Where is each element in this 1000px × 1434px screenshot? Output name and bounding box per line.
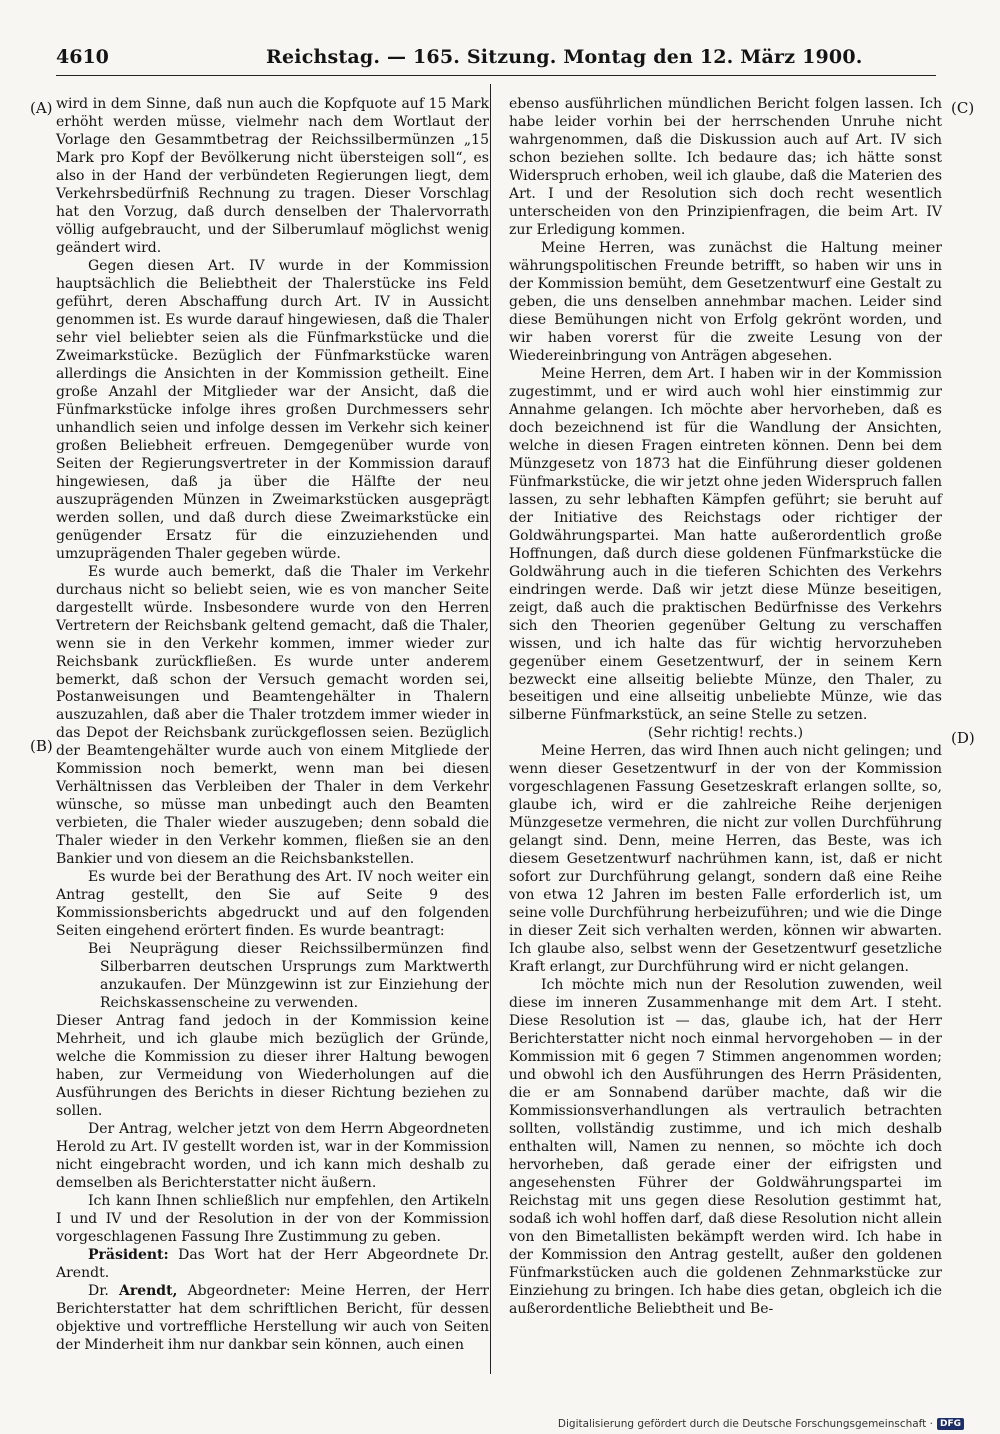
margin-marker-a: (A) [30,99,53,117]
quoted-motion [88,941,489,1013]
dfg-logo: DFG [937,1418,964,1430]
paragraph [509,96,942,240]
paragraph [56,258,489,564]
speaker-name: Arendt, [118,1282,178,1299]
speaker-paragraph [56,1247,489,1283]
paragraph-text: Der Antrag, welcher jetzt von dem Herrn Abgeordneten Herold zu Art. IV gestellt worden ist, war in der Kommission nicht eingebracht worden, und ich kann mich deshalb zu demselben als Berichterstatter nicht äußern. [56,1121,489,1192]
paragraph [56,564,489,870]
paragraph-text: Ich kann Ihnen schließlich nur empfehlen, den Artikeln I und IV und der Resolution in der von der Kommission vorgeschlagenen Fassung Ihre Zustimmung zu geben. [56,1193,489,1246]
paragraph-text: Gegen diesen Art. IV wurde in der Kommission hauptsächlich die Beliebtheit der Thalerstücke ins Feld geführt, deren Abschaffung durch Art. IV in Aussicht genommen ist. Es wurde darauf hingewiesen, daß die Thaler sehr viel beliebter seien als die Fünfmarkstücke und die Zweimarkstücke. Bezüglich der Fünfmarkstücke waren allerdings die Ansichten in der Kommission getheilt. Eine große Anzahl der Mitglieder war der Ansicht, daß die Fünfmarkstücke infolge ihres großen Durchmessers sehr unhandlich seien und infolge dessen im Verkehr sich keiner großen Beliebheit erfreuen. Demgegenüber wurde von Seiten der Regierungsvertreter in der Kommission darauf hingewiesen, daß ja über die Hälfte der neu auszuprägenden Münzen in Zweimarkstücken ausgeprägt werden sollen, und daß durch diese Zweimarkstücke ein genügender Ersatz für die einzuziehenden und umzuprägenden Thaler gegeben würde. [56,257,489,562]
speaker-name: Präsident: [88,1247,169,1263]
header-rule [56,75,936,76]
page-number: 4610 [56,46,109,68]
paragraph-text: wird in dem Sinne, daß nun auch die Kopfquote auf 15 Mark erhöht werden müsse, vielmehr nach dem Wortlaut der Vorlage den Gesammtbetrag der Reichssilbermünzen „15 Mark pro Kopf der Bevölkerung nicht übersteigen soll“, es also in der Hand der verbündeten Regierungen liegt, dem Verkehrsbedürfniß Rechnung zu tragen. Dieser Vorschlag hat den Vorzug, daß durch denselben der Thalervorrath völlig aufgebraucht, und der Silberumlauf möglichst wenig geändert wird. [56,96,489,256]
paragraph-text: Das Wort hat der Herr Abgeordnete Dr. Arendt. [56,1247,489,1281]
column-divider [490,84,491,1374]
paragraph-text: Meine Herren, was zunächst die Haltung meiner währungspolitischen Freunde betrifft, so haben wir uns in der Kommission bemüht, dem Gesetzentwurf eine Gestalt zu geben, die uns denselben annehmbar machen. Leider sind diese Bemühungen nicht von Erfolg gekrönt worden, und wir haben vorerst für die zweite Lesung von der Wiedereinbringung von Anträgen abgesehen. [509,239,942,364]
footer [558,1418,964,1430]
paragraph-text: ebenso ausführlichen mündlichen Bericht folgen lassen. Ich habe leider vorhin bei der herrschenden Unruhe nicht wahrgenommen, daß die Diskussion auch auf Art. IV sich schon beziehen sollte. Ich bedaure das; ich hätte sonst Widerspruch erhoben, weil ich glaube, daß die Materien des Art. I und der Resolution sich doch recht wesentlich unterscheiden von den Prinzipienfragen, die beim Art. IV zur Erledigung kommen. [509,96,942,238]
margin-marker-c: (C) [951,99,975,117]
speaker-title: Dr. [88,1282,119,1299]
paragraph-text: (Sehr richtig! rechts.) [647,725,804,742]
paragraph-text: Ich möchte mich nun der Resolution zuwenden, weil diese im inneren Zusammenhange mit dem Art. I steht. Diese Resolution ist — das, glaube ich, hat der Herr Berichterstatter nicht noch einmal hervorgehoben — in der Kommission mit 6 gegen 7 Stimmen angenommen worden; und obwohl ich den Ausführungen des Herrn Präsidenten, die er am Sonnabend darüber machte, daß wir die Kommissionsverhandlungen als vertraulich betrachten sollten, vollständig zustimme, und ich mich deshalb enthalten will, Namen zu nennen, so möchte ich doch hervorheben, daß gerade einer der eifrigsten und angesehensten Führer der Goldwährungspartei im Reichstag mit uns gegen diese Resolution gestimmt hat, sodaß ich wohl hoffen darf, daß diese Resolution nicht allein von den Bimetallisten bekämpft werden wird. Ich habe in der Kommission den Antrag gestellt, außer den goldenen Fünfmarkstücken auch die goldenen Zehnmarkstücke zur Einziehung zu bringen. Ich habe dies getan, obgleich ich die außerordentliche Beliebtheit und Be- [509,977,942,1317]
paragraph-text: Meine Herren, das wird Ihnen auch nicht gelingen; und wenn dieser Gesetzentwurf in der von der Kommission vorgeschlagenen Fassung Gesetzeskraft erlangen sollte, so, glaube ich, wird er die zahlreiche Reihe derjenigen Münzgesetze vermehren, die nicht zur vollen Durchführung gelangt sind. Denn, meine Herren, das Beste, was ich diesem Gesetzentwurf nachrühmen kann, ist, daß er nicht sofort zur Durchführung gelangt, sondern daß eine Reihe von etwa 12 Jahren im besten Falle erforderlich ist, um seine volle Durchführung herbeizuführen; und wie die Dinge in dieser Zeit sich verhalten werden, können wir abwarten. Ich glaube also, selbst wenn der Gesetzentwurf gesetzliche Kraft erlangt, zur Durchführung wird er nicht gelangen. [509,743,942,976]
margin-marker-d: (D) [951,729,975,747]
paragraph [56,1121,489,1193]
right-column [509,96,942,1319]
paragraph-text: Meine Herren, dem Art. I haben wir in der Kommission zugestimmt, und er wird auch wohl hier einstimmig zur Annahme gelangen. Ich möchte aber hervorheben, daß es doch bezeichnend ist für die Wandlung der Ansichten, welche in diesen Fragen eintreten können. Denn bei dem Münzgesetz von 1873 hat die Einführung dieser goldenen Fünfmarkstücke, die wir jetzt ohne jeden Widerspruch fallen lassen, zu sehr lebhaften Kämpfen geführt; sie beruht auf der Initiative des Reichstags oder richtiger der Goldwährungspartei. Man hatte außerordentlich große Hoffnungen, daß durch diese goldenen Fünfmarkstücke die Goldwährung auch in die tieferen Schichten des Verkehrs eindringen werde. Daß wir jetzt diese Münze beseitigen, zeigt, daß auch die praktischen Bedürfnisse des Verkehrs sich den Theorien gegenüber Geltung zu verschaffen wissen, und ich halte das für wichtig hervorzuheben gegenüber einem Gesetzentwurf, der in seinem Kern bezweckt eine allseitig beliebte Münze, den Thaler, zu beseitigen und eine allseitig unbeliebte Münze, wie das silberne Fünfmarkstück, an seine Stelle zu setzen. [509,365,942,724]
left-column [56,96,489,1355]
running-head: Reichstag. — 165. Sitzung. Montag den 12. März 1900. [266,46,863,68]
paragraph-text: Es wurde bei der Berathung des Art. IV noch weiter ein Antrag gestellt, den Sie auf Seite 9 des Kommissionsberichts abgedruckt und auf den folgenden Seiten eingehend erörtert finden. Es wurde beantragt: [56,869,489,940]
speaker-paragraph [56,1283,489,1355]
paragraph-text: Abgeordneter: Meine Herren, der Herr Berichterstatter hat dem schriftlichen Bericht, für dessen objektive und vortreffliche Herstellung wir auch von Seiten der Minderheit ihm nur dankbar sein können, auch einen [56,1282,489,1353]
paragraph [56,1013,489,1121]
page-header [56,46,936,74]
paragraph [509,743,942,977]
paragraph [509,366,942,726]
paragraph-text: Bei Neuprägung dieser Reichssilbermünzen find Silberbarren deutschen Ursprungs zum Marktwerth anzukaufen. Der Münzgewinn ist zur Einziehung der Reichskassenscheine zu verwenden. [88,941,489,1012]
footer-text: Digitalisierung gefördert durch die Deutsche Forschungsgemeinschaft · [557,1418,933,1430]
paragraph [56,96,489,258]
paragraph [509,977,942,1319]
interjection [509,725,942,743]
paragraph-text: Dieser Antrag fand jedoch in der Kommission keine Mehrheit, und ich glaube mich bezüglich der Gründe, welche die Kommission zu dieser ihrer Haltung bewogen haben, zur Vermeidung von Wiederholungen auf die Ausführungen des Berichts in dieser Richtung beziehen zu sollen. [56,1013,489,1120]
paragraph [56,869,489,941]
margin-marker-b: (B) [30,737,53,755]
paragraph [56,1193,489,1247]
paragraph-text: Es wurde auch bemerkt, daß die Thaler im Verkehr durchaus nicht so beliebt seien, wie es von mancher Seite dargestellt würde. Insbesondere wurde von den Herren Vertretern der Reichsbank geltend gemacht, daß die Thaler, wenn sie in den Verkehr kommen, immer wieder zur Reichsbank zurückfließen. Es wurde unter anderem bemerkt, daß schon der Versuch gemacht worden sei, Postanweisungen und Beamtengehälter in Thalern auszuzahlen, daß aber die Thaler trotzdem immer wieder in das Depot der Reichsbank zurückgeflossen seien. Bezüglich der Beamtengehälter wurde auch von einem Mitgliede der Kommission noch bemerkt, wenn man bei diesen Verhältnissen das Verbleiben der Thaler in dem Verkehr wünsche, so müsse man unbedingt auch den Beamten verbieten, die Thaler wieder auszugeben; denn sobald die Thaler wieder in den Verkehr kommen, fließen sie an den Bankier und von diesem an die Reichsbankstellen. [56,563,489,868]
paragraph [509,240,942,366]
